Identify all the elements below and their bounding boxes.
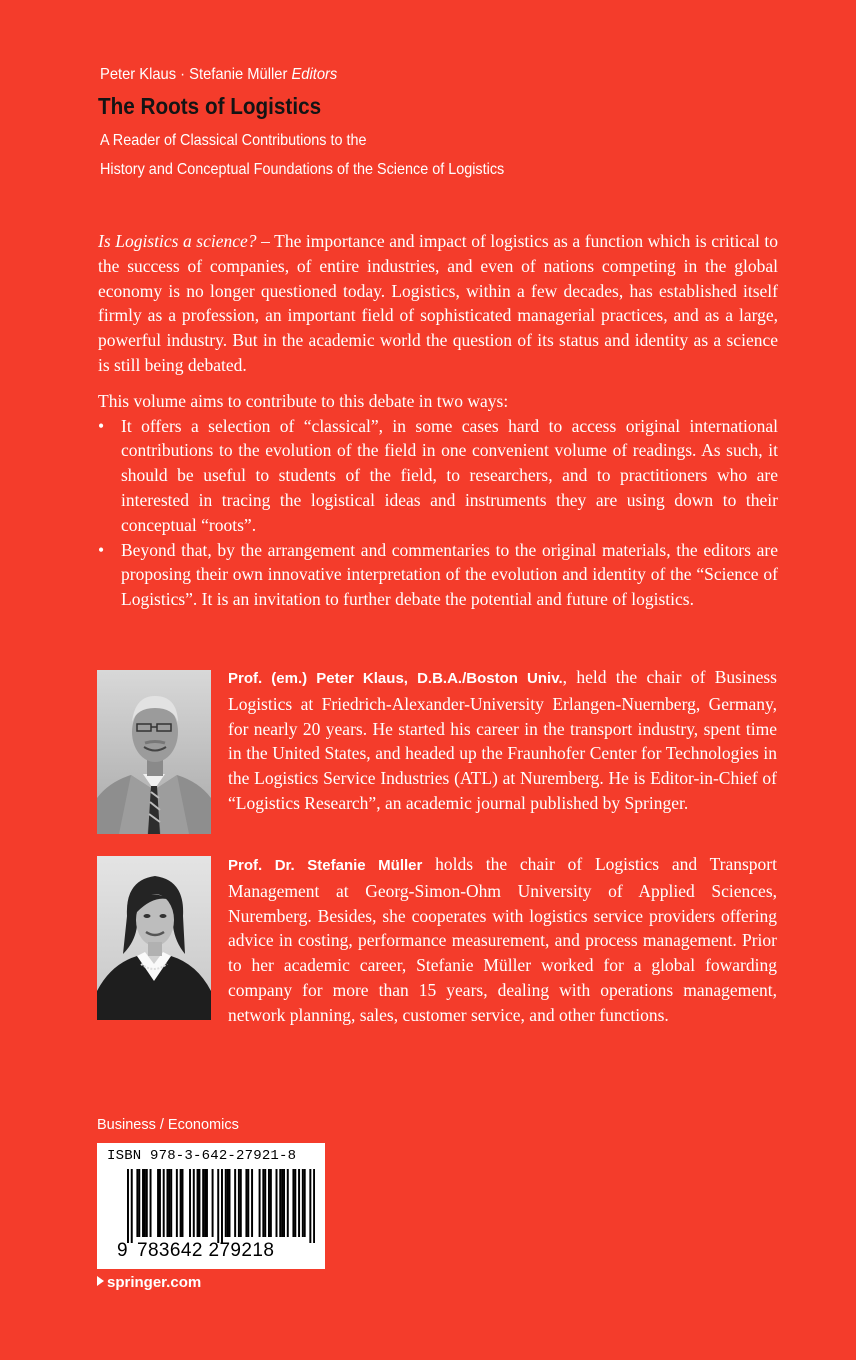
bullet-text: Beyond that, by the arrangement and commentaries to the original materials, the editors are proposing their own innovative interpretation of the evolution and identity of the “Science of Logistics”. It is an invitation to further debate the potential and future of logistics. — [121, 539, 778, 610]
barcode-bar — [150, 1169, 152, 1237]
subtitle-line-1: A Reader of Classical Contributions to the — [100, 132, 367, 149]
barcode-bar — [217, 1169, 219, 1243]
barcode-bar — [204, 1169, 206, 1237]
barcode-bar — [245, 1169, 247, 1237]
barcode-bar — [198, 1169, 200, 1237]
aims-paragraph: This volume aims to contribute to this debate in two ways: — [98, 390, 509, 411]
bio-name: Prof. (em.) Peter Klaus, D.B.A./Boston Univ. — [228, 670, 563, 687]
barcode-bar — [206, 1169, 208, 1237]
bullet-list — [98, 414, 778, 612]
subtitle-line-2: History and Conceptual Foundations of the Science of Logistics — [100, 161, 505, 178]
website-link[interactable] — [97, 1274, 201, 1291]
barcode-bars — [127, 1169, 315, 1243]
barcode-bar — [276, 1169, 278, 1237]
ean-first-digit: 9 — [117, 1240, 128, 1261]
author-photo-peter-klaus — [97, 670, 211, 834]
barcode-bar — [193, 1169, 195, 1237]
isbn-text: ISBN 978-3-642-27921-8 — [107, 1148, 297, 1164]
bio-text: holds the chair of Logistics and Transport Management at Georg-Simon-Ohm University of Applied Sciences, Nuremberg. Besides, she cooperates with logistics service providers offering advice in costing, performance measurement, and process management. Prior to her academic career, Stefanie Müller worked for a global fowarding company for more than 15 years, dealing with operations management, network planning, sales, customer service, and other functions. — [228, 854, 777, 1025]
barcode-bar — [212, 1169, 214, 1237]
blurb — [98, 229, 778, 612]
barcode-bar — [146, 1169, 148, 1237]
intro-question: Is Logistics a science? — [98, 231, 257, 251]
barcode-bar — [180, 1169, 182, 1237]
barcode-bar — [259, 1169, 261, 1237]
editors-label: Editors — [291, 66, 338, 83]
list-item — [98, 538, 778, 612]
barcode-bar — [168, 1169, 170, 1237]
barcode-bar — [302, 1169, 304, 1237]
barcode-bar — [279, 1169, 281, 1237]
author-photo-stefanie-mueller — [97, 856, 211, 1020]
barcode-bar — [189, 1169, 191, 1237]
bio-text: , held the chair of Business Logistics at Friedrich-Alexander-University Erlangen-Nuernberg, Germany, for nearly 20 years. He started his career in the transport industry, spent time in the United States, and headed up the Fraunhofer Center for Technologies in the Logistics Service Industries (ATL) at Nuremberg. He is Editor-in-Chief of “Logistics Research”, an academic journal published by Springer. — [228, 667, 777, 813]
barcode-bar — [176, 1169, 178, 1237]
editor-names: Peter Klaus · Stefanie Müller — [100, 66, 288, 83]
bio-peter-klaus — [228, 665, 777, 816]
book-title: The Roots of Logistics — [98, 93, 322, 119]
barcode-bar — [157, 1169, 159, 1237]
barcode-bar — [238, 1169, 240, 1237]
barcode-bar — [197, 1169, 199, 1237]
barcode-bar — [225, 1169, 227, 1237]
bullet-icon: • — [98, 415, 105, 436]
barcode-bar — [240, 1169, 242, 1237]
barcode-bar — [127, 1169, 129, 1243]
barcode-bar — [264, 1169, 266, 1237]
list-item — [98, 414, 778, 538]
bio-stefanie-mueller — [228, 852, 777, 1028]
barcode-bar — [163, 1169, 165, 1237]
barcode-bar — [298, 1169, 300, 1237]
barcode-bar — [138, 1169, 140, 1237]
bio-name: Prof. Dr. Stefanie Müller — [228, 857, 423, 874]
barcode-bar — [234, 1169, 236, 1237]
ean-digits: 783642 279218 — [137, 1240, 275, 1261]
barcode-bar — [294, 1169, 296, 1237]
barcode-bar — [131, 1169, 133, 1243]
editors-line — [100, 66, 337, 84]
website-text: springer.com — [107, 1274, 202, 1291]
barcode-bar — [262, 1169, 264, 1237]
barcode-bar — [304, 1169, 306, 1237]
barcode-bar — [229, 1169, 231, 1237]
barcode-bar — [283, 1169, 285, 1237]
barcode-bar — [281, 1169, 283, 1237]
barcode-bar — [166, 1169, 168, 1237]
barcode-bar — [182, 1169, 184, 1237]
category-label: Business / Economics — [97, 1117, 239, 1133]
intro-paragraph — [98, 229, 778, 378]
bullet-text: It offers a selection of “classical”, in some cases hard to access original international contributions to the evolution of the field in one convenient volume of readings. As such, it should be useful to students of the field, to researchers, and to practitioners who are interested in tracing the logistical ideas and instruments they are using down to their conceptual “roots”. — [121, 415, 778, 535]
barcode-bar — [251, 1169, 253, 1237]
barcode-bar — [170, 1169, 172, 1237]
barcode-bar — [227, 1169, 229, 1237]
barcode-bar — [292, 1169, 294, 1237]
barcode-bar — [270, 1169, 272, 1237]
barcode-bar — [202, 1169, 204, 1237]
arrow-icon — [97, 1276, 104, 1286]
barcode-bar — [144, 1169, 146, 1237]
barcode-bar — [142, 1169, 144, 1237]
barcode-bar — [313, 1169, 315, 1243]
barcode-bar — [247, 1169, 249, 1237]
barcode-bar — [268, 1169, 270, 1237]
intro-text: – The importance and impact of logistics as a function which is critical to the success of companies, of entire industries, and even of nations competing in the global economy is no longer questioned today. Logistics, within a few decades, has established itself firmly as a profession, an important field of sophisticated managerial practices, and as a large, powerful industry. But in the academic world the question of its status and identity as a science is still being debated. — [98, 231, 779, 375]
barcode-bar — [159, 1169, 161, 1237]
barcode-bar — [309, 1169, 311, 1243]
bullet-icon: • — [98, 539, 105, 560]
barcode — [97, 1143, 325, 1269]
barcode-bar — [221, 1169, 223, 1243]
barcode-bar — [136, 1169, 138, 1237]
barcode-bar — [287, 1169, 289, 1237]
